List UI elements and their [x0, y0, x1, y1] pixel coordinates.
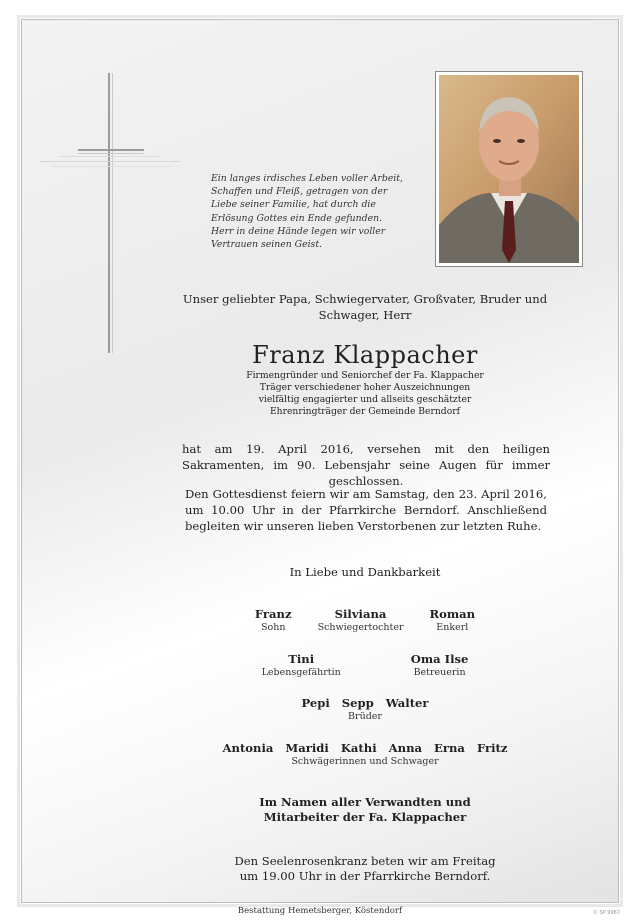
- cross-icon-shadow: [112, 73, 113, 353]
- memorial-quote: Ein langes irdisches Leben voller Arbeit, Schaffen und Fleiß, getragen von der Liebe seiner Familie, hat durch die Erlösung Gottes ein Ende gefunden. Herr in deine Hände legen wir voller Vertrauen seinen Geist.: [211, 173, 403, 251]
- mourner: [255, 607, 292, 634]
- mourner-role: Betreuerin: [413, 667, 466, 678]
- brothers-role: Brüder: [348, 711, 382, 722]
- portrait-image: [439, 75, 579, 263]
- inlaws-names: Antonia Maridi Kathi Anna Erna Fritz: [222, 741, 508, 755]
- cross-icon: [108, 73, 110, 353]
- mourner-name: Tini: [288, 652, 315, 666]
- cross-ray: [40, 161, 180, 162]
- mourner-name: Oma Ilse: [410, 652, 469, 666]
- mourner-name: Roman: [429, 607, 476, 621]
- inlaws-group: [160, 741, 570, 768]
- funeral-home: Bestattung Hemetsberger, Köstendorf: [237, 906, 403, 916]
- cross-ray: [52, 166, 170, 167]
- mourner-role: Lebensgefährtin: [261, 667, 341, 678]
- mourner: [430, 607, 476, 634]
- mourner-role: Sohn: [260, 622, 286, 633]
- portrait-photo: [435, 71, 583, 267]
- mourner-name: Franz: [254, 607, 292, 621]
- brothers-names: Pepi Sepp Walter: [301, 696, 429, 710]
- document-code: © SP 9987: [592, 910, 620, 916]
- death-notice: hat am 19. April 2016, versehen mit den heiligen Sakramenten, im 90. Lebensjahr seine Augen für immer geschlossen.: [182, 442, 550, 488]
- mourner-role: Enkerl: [436, 622, 469, 633]
- cross-ray: [60, 156, 160, 157]
- inlaws-role: Schwägerinnen und Schwager: [291, 756, 439, 767]
- service-notice: Den Gottesdienst feiern wir am Samstag, den 23. April 2016, um 10.00 Uhr in der Pfarrkirche Berndorf. Anschließend begleiten wir unseren lieben Verstorbenen zur letzten Ruhe.: [185, 487, 547, 533]
- mourner: [411, 652, 469, 679]
- intro-text: Unser geliebter Papa, Schwiegervater, Großvater, Bruder und Schwager, Herr: [182, 292, 548, 322]
- cross-icon-bar: [78, 149, 144, 151]
- cross-icon-bar-shadow: [78, 153, 144, 154]
- mourner-name: Silviana: [334, 607, 387, 621]
- love-gratitude: In Liebe und Dankbarkeit: [289, 565, 441, 579]
- closing-text: Im Namen aller Verwandten und Mitarbeiter der Fa. Klappacher: [259, 795, 471, 824]
- mourners-row-1: [160, 607, 570, 634]
- deceased-name: Franz Klappacher: [252, 341, 478, 369]
- brothers-group: [160, 696, 570, 723]
- mourners-row-2: [160, 652, 570, 679]
- mourner: [318, 607, 404, 634]
- mourner: [262, 652, 341, 679]
- honorary-titles: Firmengründer und Seniorchef der Fa. Klappacher Träger verschiedener hoher Auszeichnungen vielfältig engagierter und allseits geschätzter Ehrenringträger der Gemeinde Berndorf: [246, 370, 484, 417]
- rosary-notice: Den Seelenrosenkranz beten wir am Freitag um 19.00 Uhr in der Pfarrkirche Berndorf.: [234, 854, 496, 883]
- mourner-role: Schwiegertochter: [317, 622, 404, 633]
